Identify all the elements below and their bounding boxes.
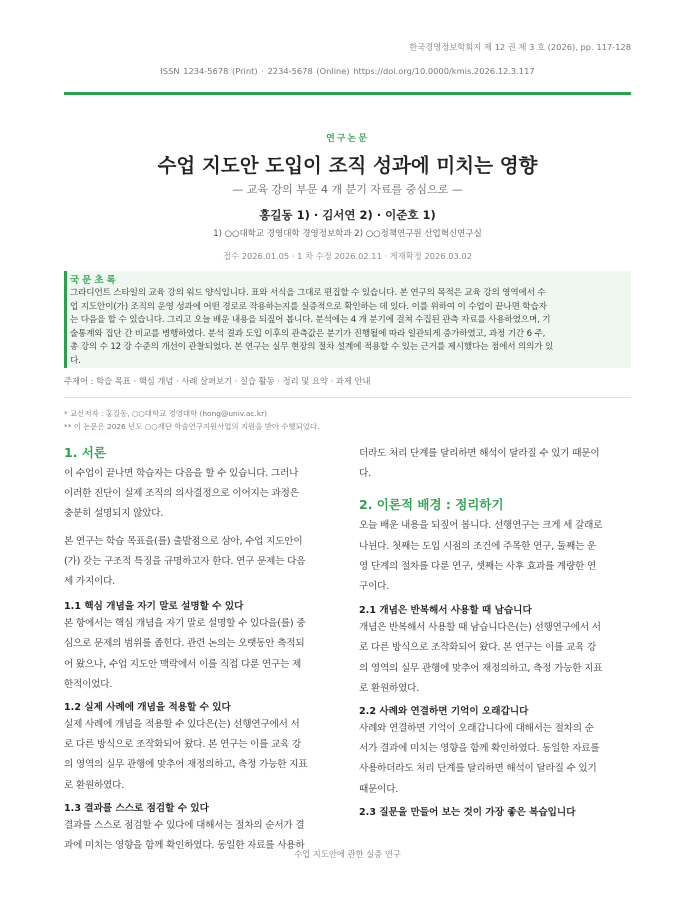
paragraph [359, 719, 629, 800]
subsection-heading-1-2: 1.2 실제 사례에 개념을 적용할 수 있다 [64, 702, 231, 714]
text-line: 로 다른 방식으로 조작화되어 왔다. 본 연구는 이를 교육 강 [64, 739, 302, 751]
author-list: 홍길동 1) · 김서연 2) · 이준호 1) [259, 208, 436, 222]
affiliations: 1) ○○대학교 경영대학 경영정보학과 2) ○○정책연구원 산업혁신연구실 [213, 229, 482, 239]
text-line: 더라도 처리 단계를 달리하면 해석이 달라질 수 있기 때문이 [359, 448, 600, 459]
right-column [359, 444, 629, 820]
text-line: 로 환원하였다. [359, 682, 420, 694]
paragraph [64, 464, 334, 525]
subsection-heading-2-3: 2.3 질문을 만들어 보는 것이 가장 좋은 복습입니다 [359, 806, 576, 818]
journal-citation: 한국경영정보학회지 제 12 권 제 3 호 (2026), pp. 117-128 [409, 42, 631, 52]
paragraph [64, 614, 334, 695]
text-line: 한적이었다. [64, 678, 113, 690]
funding-note: ** 이 논문은 2026 년도 ○○재단 학술연구지원사업의 지원을 받아 수행되었다. [64, 422, 320, 431]
text-line: 다. [359, 468, 371, 480]
keywords: 주제어 : 학습 목표 · 핵심 개념 · 사례 살펴보기 · 실습 활동 · 정리 및 요약 · 과제 안내 [64, 376, 371, 386]
header-divider [64, 92, 631, 95]
article-category: 연구논문 [326, 134, 369, 144]
paragraph [359, 516, 629, 597]
text-line: 충분히 설명되지 않았다. [64, 508, 164, 520]
text-line: 이 수업이 끝나면 학습자는 다음을 할 수 있습니다. 그러나 [64, 468, 299, 479]
left-column [64, 444, 334, 856]
text-line: 어 왔으나, 수업 지도안 맥락에서 이를 직접 다룬 연구는 제 [64, 658, 302, 670]
abstract-body [70, 287, 625, 369]
abstract-line: 총 강의 수 12 강 수준의 개선이 관찰되었다. 본 연구는 실무 현장의 절차 설계에 적용할 수 있는 근거를 제시했다는 점에서 의의가 있 [70, 342, 554, 353]
keywords-divider [64, 397, 631, 398]
text-line: 과에 미치는 영향을 함께 확인하였다. 동일한 자료를 사용하 [64, 840, 305, 852]
running-footer: 수업 지도안에 관한 실증 연구 [294, 849, 401, 859]
subsection-heading-2-1: 2.1 개념은 반복해서 사용할 때 남습니다 [359, 605, 532, 617]
text-line: 본 연구는 학습 목표을(를) 출발점으로 삼아, 수업 지도안이 [64, 535, 303, 547]
text-line: 이러한 진단이 실제 조직의 의사결정으로 이어지는 과정은 [64, 488, 299, 500]
submission-dates: 접수 2026.01.05 · 1 차 수정 2026.02.11 · 게재확정 2026.03.02 [223, 251, 472, 261]
abstract-line: 업 지도안이(가) 조직의 운영 성과에 어떤 경로로 작용하는지를 실증적으로 확인하는 데 있다. 이를 위하여 이 수업이 끝나면 학습자 [70, 301, 547, 312]
text-line: (가) 갖는 구조적 특징을 규명하고자 한다. 연구 문제는 다음 [64, 555, 306, 567]
text-line: 개념은 반복해서 사용할 때 남습니다은(는) 선행연구에서 서 [359, 622, 601, 634]
section-heading-introduction: 1. 서론 [64, 445, 106, 460]
abstract-box [64, 271, 631, 368]
abstract-line: 그라디언트 스타일의 교육 강의 워드 양식입니다. 표와 서식을 그대로 편집할 수 있습니다. 본 연구의 목적은 교육 강의 영역에서 수 [70, 288, 546, 298]
text-line: 본 항에서는 핵심 개념을 자기 말로 설명할 수 있다을(를) 중 [64, 618, 306, 630]
paragraph [64, 532, 334, 593]
issn-doi-line: ISSN 1234-5678 (Print) · 2234-5678 (Online) https://doi.org/10.0000/kmis.2026.12.3.117 [160, 66, 535, 76]
section-heading-theory: 2. 이론적 배경 : 정리하기 [359, 497, 504, 513]
text-line: 때문이다. [359, 783, 399, 795]
text-line: 심으로 문제의 범위를 좁힌다. 관련 논의는 오랫동안 축적되 [64, 638, 305, 650]
abstract-line: 다. [70, 355, 81, 366]
text-line: 로 다른 방식으로 조작화되어 왔다. 본 연구는 이를 교육 강 [359, 642, 597, 654]
abstract-heading: 국문초록 [70, 275, 119, 286]
text-line: 로 환원하였다. [64, 779, 125, 791]
text-line: 의 영역의 실무 관행에 맞추어 재정의하고, 측정 가능한 지표 [64, 759, 308, 771]
article-title: 수업 지도안 도입이 조직 성과에 미치는 영향 [157, 154, 538, 177]
paragraph [359, 618, 629, 699]
text-line: 나뉜다. 첫째는 도입 시점의 조건에 주목한 연구, 둘째는 운 [359, 540, 597, 552]
article-subtitle: — 교육 강의 부문 4 개 분기 자료를 중심으로 — [232, 183, 463, 196]
abstract-line: 술통계와 집단 간 비교를 병행하였다. 분석 결과 도입 이후의 관측값은 분기가 진행될에 따라 일관되게 증가하였고, 과정 기간 6 주, [70, 328, 546, 339]
subsection-heading-1-3: 1.3 결과를 스스로 점검할 수 있다 [64, 802, 209, 814]
subsection-heading-2-2: 2.2 사례와 연결하면 기억이 오래갑니다 [359, 706, 529, 718]
text-line: 서가 결과에 미치는 영향을 함께 확인하였다. 동일한 자료를 [359, 743, 600, 755]
paragraph [64, 715, 334, 796]
text-line: 구이다. [359, 581, 390, 593]
text-line: 실제 사례에 개념을 적용할 수 있다은(는) 선행연구에서 서 [64, 719, 300, 731]
text-line: 사례와 연결하면 기억이 오래갑니다에 대해서는 절차의 순 [359, 723, 594, 735]
text-line: 영 단계의 절차를 다룬 연구, 셋째는 사후 효과를 계량한 연 [359, 560, 597, 572]
paragraph-continued [359, 444, 629, 484]
abstract-line: 는 다음을 할 수 있습니다. 그리고 오늘 배운 내용을 되짚어 봅니다. 분석에는 4 개 분기에 걸쳐 수집된 관측 자료를 사용하였으며, 기 [70, 315, 551, 326]
corresponding-author-note: * 교신저자 : 홍길동, ○○대학교 경영대학 (hong@univ.ac.kr) [64, 409, 268, 418]
text-line: 세 가지이다. [64, 576, 116, 588]
text-line: 결과를 스스로 점검할 수 있다에 대해서는 절차의 순서가 결 [64, 819, 305, 831]
subsection-heading-1-1: 1.1 핵심 개념을 자기 말로 설명할 수 있다 [64, 601, 244, 613]
text-line: 의 영역의 실무 관행에 맞추어 재정의하고, 측정 가능한 지표 [359, 662, 603, 674]
text-line: 오늘 배운 내용을 되짚어 봅니다. 선행연구는 크게 세 갈래로 [359, 520, 603, 532]
text-line: 사용하더라도 처리 단계를 달리하면 해석이 달라질 수 있기 [359, 763, 597, 775]
